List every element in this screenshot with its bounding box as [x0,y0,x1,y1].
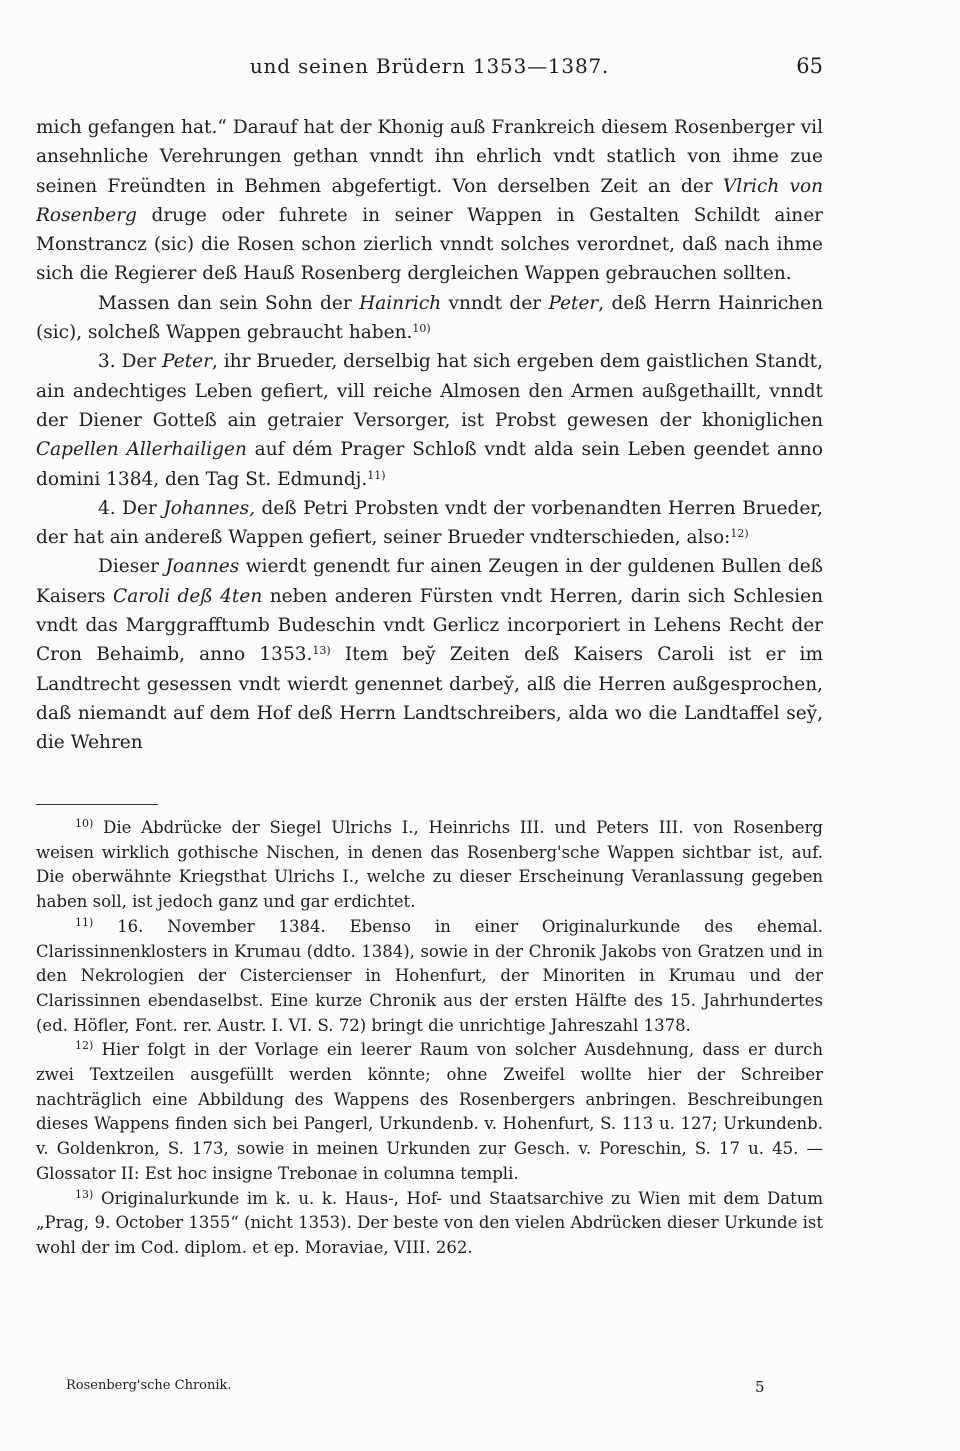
signature-number: 5 [755,1378,765,1396]
footnote-11: $^{11)}$ 16. November 1384. Ebenso in einer Originalurkunde des ehemal. Clarissinnenklosters in Krumau (ddto. 1384), sowie in der Chronik Jakobs von Gratzen und in den Nekrologien der Cistercienser in Hohenfurt, der Minoriten in Krumau und der Clarissinnen ebendaselbst. Eine kurze Chronik aus der ersten Hälfte des 15. Jahrhundertes (ed. Höfler, Font. rer. Austr. I. VI. S. 72) bringt die unrichtige Jahreszahl 1378. [36,915,823,1035]
main-text [36,113,823,758]
paragraph-2: Massen dan sein Sohn der Hainrich vnndt der Peter, deß Herrn Hainrichen (sic), solcheß Wappen gebraucht haben.$^{10)}$ [36,292,824,344]
footnote-mark-10: 10) [75,817,94,830]
paragraph-4: 4. Der Johannes, deß Petri Probsten vndt der vorbenandten Herren Brueder, der hat ain andereß Wappen gefiert, seiner Brueder vndterschieden, also:$^{12)}$ [36,497,823,549]
page-number: 65 [796,54,823,78]
running-head [36,48,823,84]
footnote-ref-11: 11) [367,468,386,482]
footnote-12: $^{12)}$ Hier folgt in der Vorlage ein leerer Raum von solcher Ausdehnung, dass er durch zwei Textzeilen ausgefüllt werden könnte; ohne Zweifel wollte hier der Schreiber nachträglich eine Abbildung des Wappens des Rosenbergers anbringen. Beschreibungen dieses Wappens finden sich bei Pangerl, Urkundenb. v. Hohenfurt, S. 113 u. 127; Urkundenb. v. Goldenkron, S. 173, sowie in meinen Urkunden zur Gesch. v. Poreschin, S. 17 u. 45. — Glossator II: Est hoc insigne Trebonae in columna templi. [36,1039,823,1183]
paragraph-1: mich gefangen hat.“ Darauf hat der Khonig auß Frankreich diesem Rosenberger vil ansehnliche Verehrungen gethan vnndt ihn ehrlich vndt statlich von ihme zue seinen Freündten in Behmen abgefertigt. Von derselben Zeit an der Vlrich von Rosenberg druge oder fuhrete in seiner Wappen in Gestalten Schildt ainer Monstrancz (sic) die Rosen schon zierlich vnndt solches verordnet, daß nach ihme sich die Regierer deß Hauß Rosenberg dergleichen Wappen gebrauchen sollten. [36,117,823,285]
running-title: und seinen Brüdern 1353—1387. [249,54,610,78]
footnote-ref-12: 12) [730,527,749,541]
signature-title: Rosenberg'sche Chronik. [66,1378,232,1393]
footnote-ref-13: 13) [312,644,331,658]
footnote-mark-12: 12) [75,1039,94,1053]
footnote-10: $^{10)}$ Die Abdrücke der Siegel Ulrichs I., Heinrichs III. und Peters III. von Rosenberg weisen wirklich gothische Nischen, in denen das Rosenberg'sche Wappen sichtbar ist, auf. Die oberwähnte Kriegsthat Ulrichs I., welche zu dieser Erscheinung Veranlassung gegeben haben soll, ist jedoch ganz und gar erdichtet. [36,817,823,912]
paragraph-3: 3. Der Peter, ihr Brueder, derselbig hat sich ergeben dem gaistlichen Standt, ain andechtiges Leben gefiert, vill reiche Almosen den Armen außgethaillt, vnndt der Diener Gotteß ain getraier Versorger, ist Probst gewesen der khoniglichen Capellen Allerhailigen auf dém Prager Schloß vndt alda sein Leben geendet anno domini 1384, den Tag St. Edmundj.$^{11)}$ [36,351,823,490]
footnotes [36,816,823,1261]
page-footer [36,1376,823,1400]
footnote-ref-10: 10) [412,322,431,336]
footnote-13: $^{13)}$ Originalurkunde im k. u. k. Haus-, Hof- und Staatsarchive zu Wien mit dem Datum „Prag, 9. October 1355“ (nicht 1353). Der beste von den vielen Abdrücken dieser Urkunde ist wohl der im Cod. diplom. et ep. Moraviae, VIII. 262. [36,1187,823,1257]
paragraph-5: Dieser Joannes wierdt genendt fur ainen Zeugen in der guldenen Bullen deß Kaisers Caroli deß 4ten neben anderen Fürsten vndt Herren, darin sich Schlesien vndt das Marggrafftumb Budeschin vndt Gerlicz incorporiert in Lehens Recht der Cron Behaimb, anno 1353.$^{13)}$ Item bey̆ Zeiten deß Kaisers Caroli ist er im Landtrecht gesessen vndt wierdt genennet darbey̆, alß die Herren außgesprochen, daß niemandt auf dem Hof deß Herrn Landtschreibers, alda wo die Landtaffel sey̆, die Wehren [36,556,823,754]
footnote-mark-11: 11) [75,915,94,929]
footnote-mark-13: 13) [75,1187,94,1201]
footnote-divider [36,804,158,805]
